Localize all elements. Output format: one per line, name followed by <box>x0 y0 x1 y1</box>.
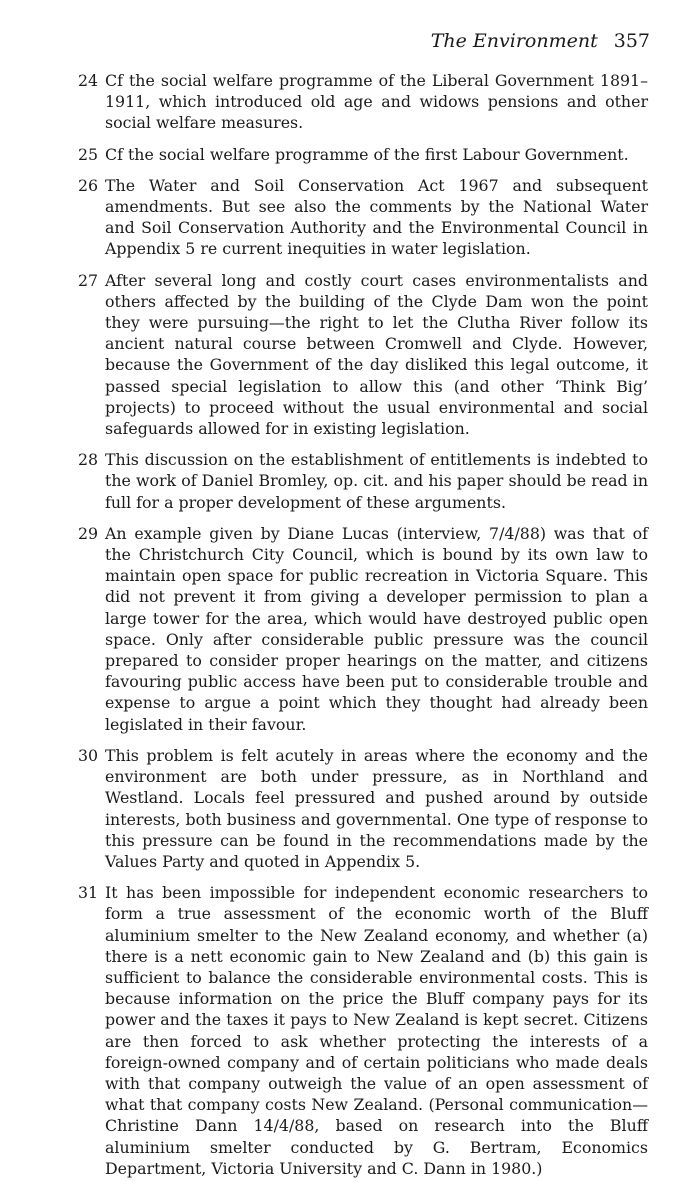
endnote-number: 30 <box>78 745 99 765</box>
endnote-text: This discussion on the establishment of entitlements is indebted to the work of Daniel Bromley, op. cit. and his paper should be read in full for a proper development of these arguments. <box>105 450 648 512</box>
endnote <box>78 745 648 872</box>
endnote-text: It has been impossible for independent economic researchers to form a true assessment of the economic worth of the Bluff aluminium smelter to the New Zealand economy, and whether (a) there is a nett economic gain to New Zealand and (b) this gain is sufficient to balance the considerable environmental costs. This is because information on the price the Bluff company pays for its power and the taxes it pays to New Zealand is kept secret. Citizens are then forced to ask whether protecting the interests of a foreign-owned company and of certain politicians who made deals with that company outweigh the value of an open assessment of what that company costs New Zealand. (Personal communication—Christine Dann 14/4/88, based on research into the Bluff aluminium smelter conducted by G. Bertram, Economics Department, Victoria University and C. Dann in 1980.) <box>105 883 648 1178</box>
endnote-text: The Water and Soil Conservation Act 1967 and subsequent amendments. But see also the comments by the National Water and Soil Conservation Authority and the Environmental Council in Appendix 5 re current inequities in water legislation. <box>105 175 648 259</box>
running-header <box>431 30 650 52</box>
endnote <box>78 175 648 260</box>
endnote <box>78 270 648 440</box>
endnote-number: 31 <box>78 883 99 903</box>
endnote-number: 29 <box>78 523 99 543</box>
endnote-text: Cf the social welfare programme of the Liberal Government 1891–1911, which introduced old age and widows pensions and other social welfare measures. <box>105 71 648 133</box>
endnote <box>78 144 648 165</box>
endnote-number: 26 <box>78 175 99 195</box>
endnote <box>78 449 648 513</box>
endnote-number: 27 <box>78 270 99 290</box>
running-title: The Environment <box>430 30 598 52</box>
endnote-number: 24 <box>78 71 99 90</box>
endnote <box>78 523 648 735</box>
endnote-text: An example given by Diane Lucas (interview, 7/4/88) was that of the Christchurch City Council, which is bound by its own law to maintain open space for public recreation in Victoria Square. This did not prevent it from giving a developer permission to plan a large tower for the area, which would have destroyed public open space. Only after considerable public pressure was the council prepared to consider proper hearings on the matter, and citizens favouring public access have been put to considerable trouble and expense to argue a point which they thought had already been legislated in their favour. <box>105 523 648 734</box>
endnote-text: This problem is felt acutely in areas where the economy and the environment are both under pressure, as in Northland and Westland. Locals feel pressured and pushed around by outside interests, both business and governmental. One type of response to this pressure can be found in the recommendations made by the Values Party and quoted in Appendix 5. <box>105 745 648 871</box>
endnote <box>78 882 648 1179</box>
endnote-number: 28 <box>78 450 99 470</box>
page-number: 357 <box>613 30 650 52</box>
endnotes-list <box>78 70 648 1189</box>
endnote-text: After several long and costly court cases environmentalists and others affected by the building of the Clyde Dam won the point they were pursuing—the right to let the Clutha River follow its ancient natural course between Cromwell and Clyde. However, because the Government of the day disliked this legal outcome, it passed special legislation to allow this (and other ‘Think Big’ projects) to proceed without the usual environmental and social safeguards allowed for in existing legislation. <box>105 270 648 439</box>
endnote-number: 25 <box>78 144 99 164</box>
endnote <box>78 70 648 134</box>
endnote-text: Cf the social welfare programme of the first Labour Government. <box>105 144 629 164</box>
